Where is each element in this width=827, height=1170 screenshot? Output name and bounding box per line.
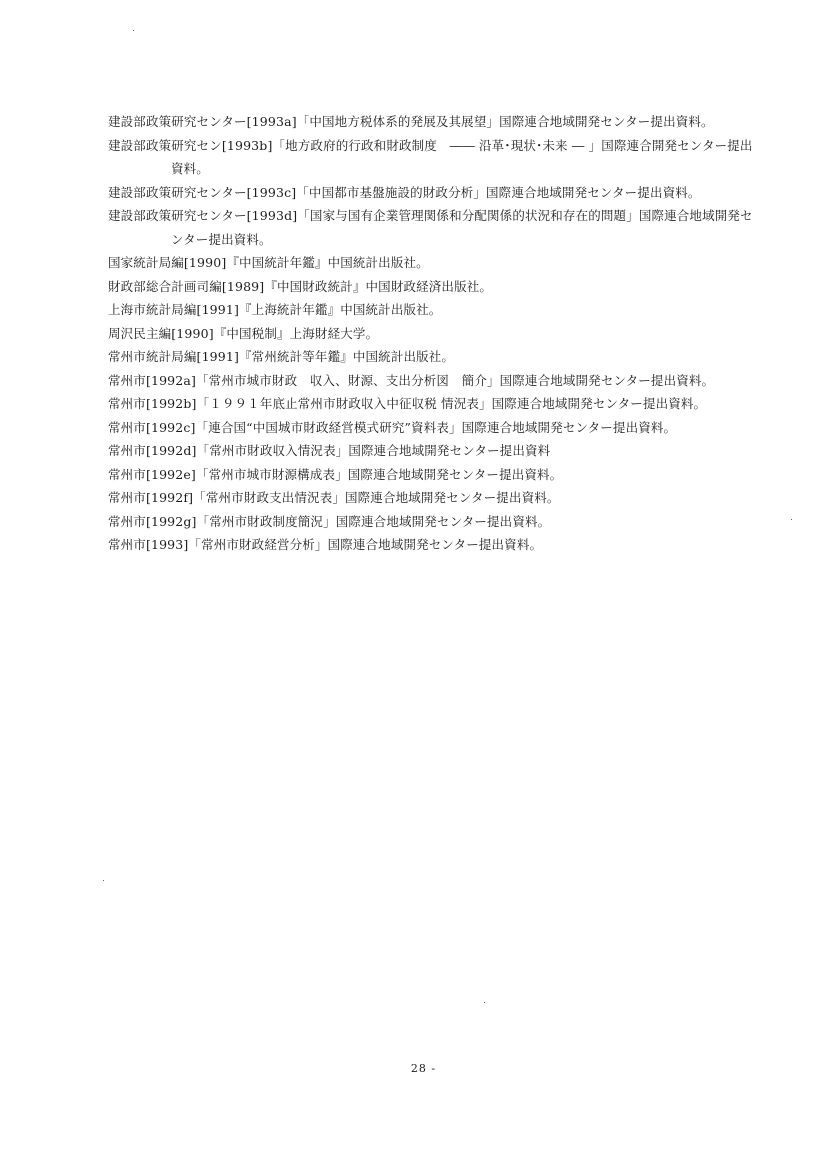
reference-entry: 周沢民主編[1990]『中国税制』上海財経大学。 xyxy=(108,325,379,341)
reference-entry: 常州市[1992g]「常州市財政制度簡況」国際連合地域開発センター提出資料。 xyxy=(108,513,551,529)
reference-entry: 常州市[1992d]「常州市財政収入情況表」国際連合地域開発センター提出資料 xyxy=(108,443,551,458)
reference-entry: 常州市[1992c]「連合国“中国城市財政経営模式研究”資料表」国際連合地域開発センター提出資料。 xyxy=(108,419,677,435)
scan-speck xyxy=(103,880,104,881)
reference-entry: 常州市[1992a]「常州市城市財政 収入、財源、支出分析図 簡介」国際連合地域開発センター提出資料。 xyxy=(108,372,715,388)
reference-entry: 常州市[1992f]「常州市財政支出情況表」国際連合地域開発センター提出資料。 xyxy=(108,490,560,505)
scan-speck xyxy=(133,30,134,31)
reference-entry: 常州市[1993]「常州市財政経営分析」国際連合地域開発センター提出資料。 xyxy=(108,537,543,552)
reference-entry: 建設部政策研究センター[1993c]「中国都市基盤施設的財政分析」国際連合地域開発センター提出資料。 xyxy=(108,184,701,200)
page-number: 28 - xyxy=(410,1062,437,1075)
reference-entry: 財政部総合計画司編[1989]『中国財政統計』中国財政経済出版社。 xyxy=(108,278,493,294)
reference-entry: 常州市[1992b]「１９９１年底止常州市財政収入中征収税 情況表」国際連合地域開発センター提出資料。 xyxy=(108,396,707,411)
reference-entry: 常州市[1992e]「常州市城市財源構成表」国際連合地域開発センター提出資料。 xyxy=(108,466,563,482)
reference-entry: 上海市統計局編[1991]『上海統計年鑑』中国統計出版社。 xyxy=(108,302,442,317)
reference-entry: 建設部政策研究セン[1993b]「地方政府的行政和財政制度 ―― 沿革･現状･未来 ― 」国際連合開発センター提出資料。 xyxy=(108,137,753,176)
scan-speck xyxy=(484,1002,485,1003)
scan-speck xyxy=(791,519,792,520)
reference-list xyxy=(108,110,758,557)
reference-entry: 建設部政策研究センター[1993a]「中国地方税体系的発展及其展望」国際連合地域開発センター提出資料。 xyxy=(108,114,714,129)
reference-entry: 常州市統計局編[1991]『常州統計等年鑑』中国統計出版社。 xyxy=(108,349,455,364)
reference-entry: 国家統計局編[1990]『中国統計年鑑』中国統計出版社。 xyxy=(108,255,429,270)
reference-entry: 建設部政策研究センター[1993d]「国家与国有企業管理関係和分配関係的状況和存在的問題」国際連合地域開発センター提出資料。 xyxy=(108,208,753,247)
